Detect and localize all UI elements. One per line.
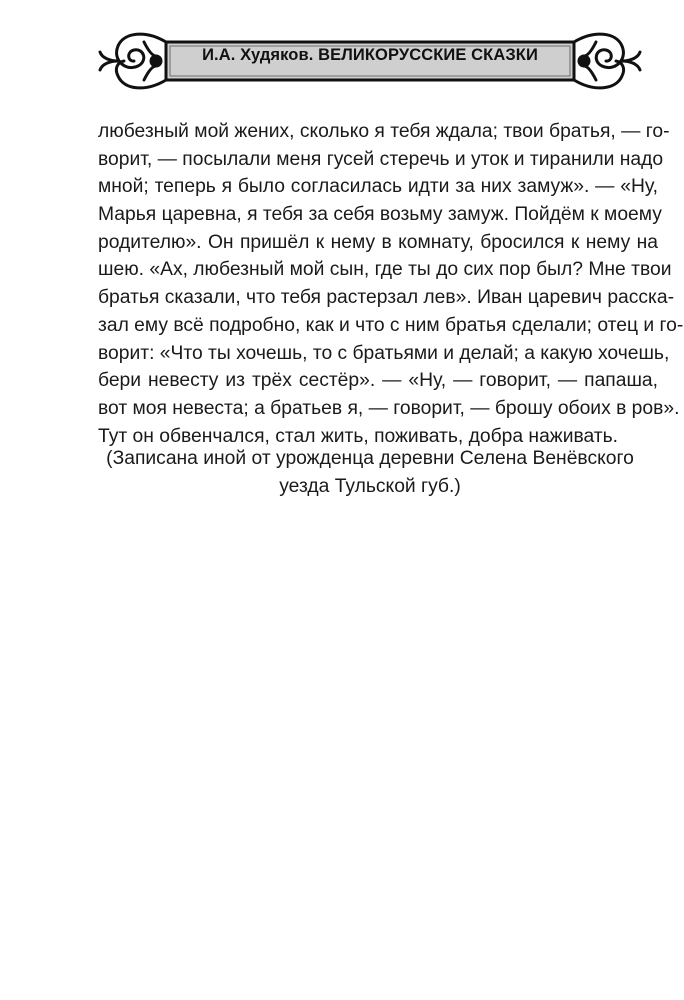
text-line: ворит: «Что ты хочешь, то с братьями и делай; а какую хочешь, — [98, 342, 670, 364]
text-line: родителю». Он пришёл к нему в комнату, бросился к нему на — [98, 231, 658, 253]
text-line: вот моя невеста; а братьев я, — говорит, — брошу обоих в ров». — [98, 397, 680, 419]
text-line: Марья царевна, я тебя за себя возьму замуж. Пойдём к моему — [98, 204, 662, 226]
text-line: любезный мой жених, сколько я тебя ждала; твои братья, — го- — [98, 121, 670, 142]
text-line: зал ему всё подробно, как и что с ним братья сделали; отец и го- — [98, 314, 684, 336]
text-line: шею. «Ах, любезный мой сын, где ты до сих пор был? Мне твои — [98, 259, 672, 281]
source-note-line: уезда Тульской губ.) — [279, 475, 461, 497]
header-title: И.А. Худяков. ВЕЛИКОРУССКИЕ СКАЗКИ — [202, 46, 538, 64]
text-line: бери невесту из трёх сестёр». — «Ну, — говорит, — папаша, — [98, 370, 658, 392]
running-header — [96, 28, 644, 94]
text-line: ворит, — посылали меня гусей стеречь и уток и тиранили надо — [98, 148, 664, 170]
source-note — [98, 445, 642, 500]
source-note-line: (Записана иной от урожденца деревни Селена Венёвского — [106, 448, 634, 469]
left-scroll-ornament-icon — [100, 34, 166, 88]
right-scroll-ornament-icon — [574, 34, 640, 88]
text-line: Тут он обвенчался, стал жить, поживать, добра наживать. — [98, 425, 619, 447]
text-line: братья сказали, что тебя растерзал лев». Иван царевич расска- — [98, 287, 675, 309]
story-text — [98, 118, 684, 450]
text-line: мной; теперь я было согласилась идти за них замуж». — «Ну, — [98, 176, 658, 198]
